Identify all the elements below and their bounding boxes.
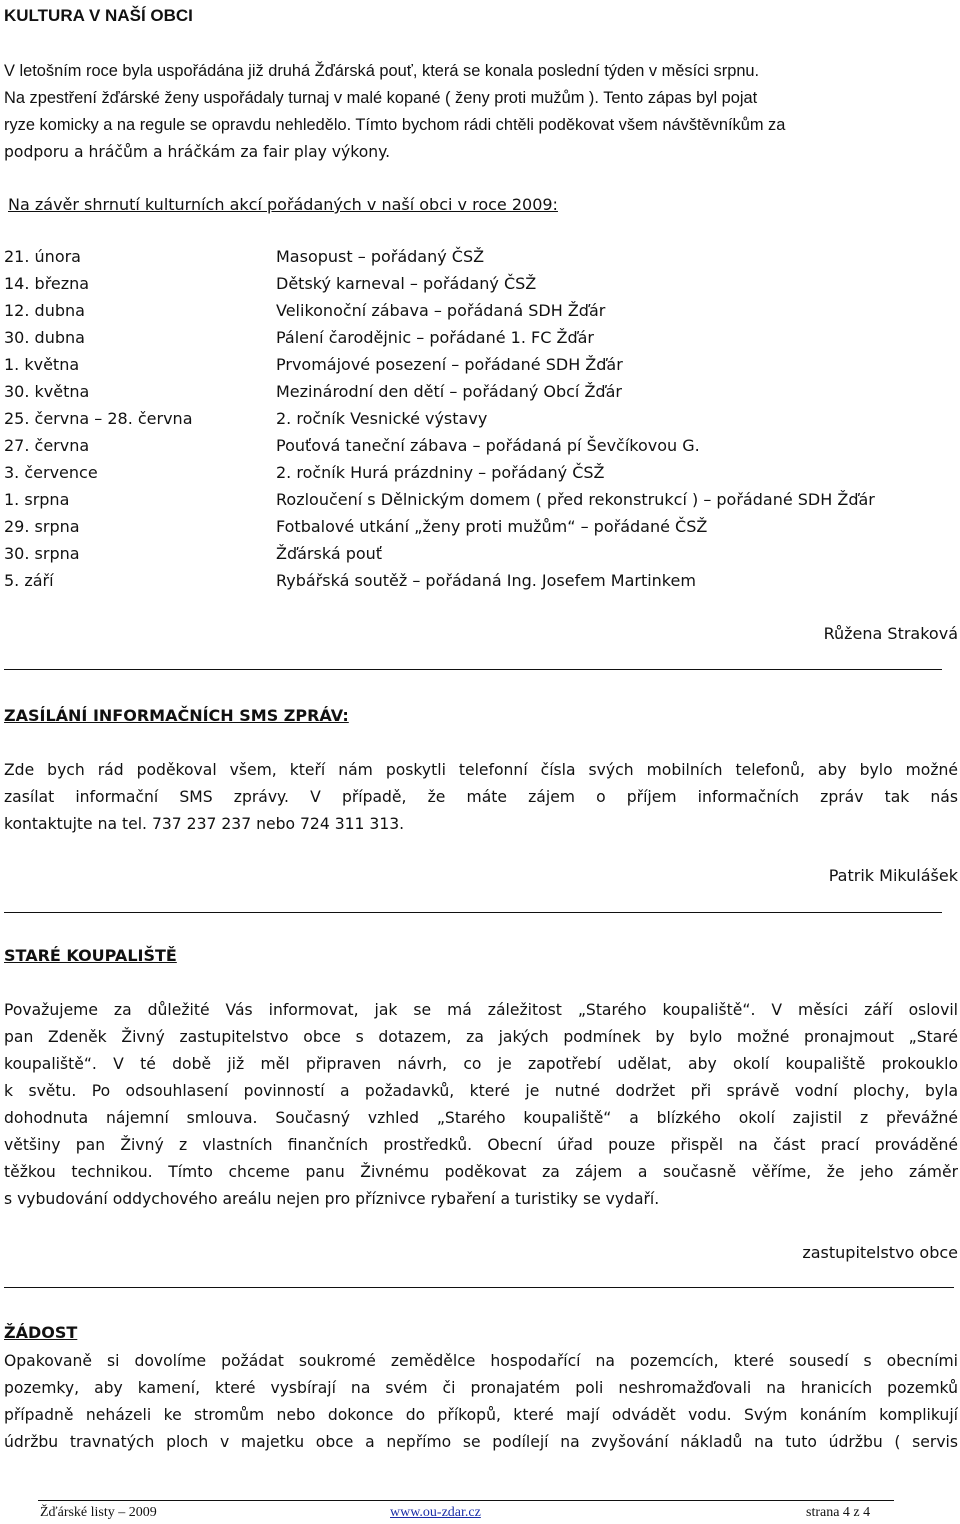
paragraph-line: pan Zdeněk Živný zastupitelstvo obce s dotazem, za jakých podmínek by bylo možné pronajmout „Staré <box>4 1028 958 1046</box>
event-date: 30. srpna <box>4 544 80 563</box>
section-title-kultura: KULTURA V NAŠÍ OBCI <box>4 6 193 25</box>
event-description: Masopust – pořádaný ČSŽ <box>276 247 485 266</box>
page-number: strana 4 z 4 <box>806 1505 871 1520</box>
list-item <box>4 567 954 594</box>
list-item <box>4 378 954 405</box>
event-date: 30. dubna <box>4 328 85 347</box>
event-date: 27. června <box>4 436 90 455</box>
section-title-zadost: ŽÁDOST <box>4 1323 78 1342</box>
event-date: 21. února <box>4 247 81 266</box>
event-date: 1. srpna <box>4 490 70 509</box>
event-date: 29. srpna <box>4 517 80 536</box>
signature-strakova: Růžena Straková <box>823 624 958 643</box>
kultura-paragraph <box>4 58 958 166</box>
event-description: 2. ročník Hurá prázdniny – pořádaný ČSŽ <box>276 463 605 482</box>
events-list <box>4 243 954 594</box>
paragraph-line: dohodnuta nájemní smlouva. Současný vzhled „Starého koupaliště“ a blízkého okolí zajistil z převážné <box>4 1109 958 1127</box>
event-description: Mezinárodní den dětí – pořádaný Obcí Žďár <box>276 382 622 401</box>
event-date: 5. září <box>4 571 54 590</box>
koupaliste-paragraph <box>4 997 958 1213</box>
paragraph-line: kontaktujte na tel. 737 237 237 nebo 724 311 313. <box>4 815 405 833</box>
paragraph-line: údržbu travnatých ploch v majetku obce a nepřímo se podílejí na zvyšování nákladů na tuto údržbu ( servis <box>4 1433 958 1451</box>
event-date: 30. května <box>4 382 90 401</box>
event-description: Dětský karneval – pořádaný ČSŽ <box>276 274 537 293</box>
list-item <box>4 459 954 486</box>
signature-zastupitelstvo: zastupitelstvo obce <box>802 1243 958 1262</box>
event-date: 14. března <box>4 274 90 293</box>
list-item <box>4 324 954 351</box>
list-item <box>4 540 954 567</box>
event-date: 25. června – 28. června <box>4 409 193 428</box>
website-link[interactable]: www.ou-zdar.cz <box>390 1505 481 1520</box>
section-title-koupaliste: STARÉ KOUPALIŠTĚ <box>4 946 177 965</box>
section-divider <box>4 669 942 670</box>
list-item <box>4 486 954 513</box>
event-description: Žďárská pouť <box>276 544 383 563</box>
paragraph-line: s vybudování oddychového areálu nejen pro příznivce rybaření a turistiky se vydaří. <box>4 1190 660 1208</box>
section-divider <box>4 912 942 913</box>
event-description: Rybářská soutěž – pořádaná Ing. Josefem Martinkem <box>276 571 696 590</box>
list-item <box>4 513 954 540</box>
event-description: 2. ročník Vesnické výstavy <box>276 409 488 428</box>
list-item <box>4 432 954 459</box>
footer-link-wrapper <box>390 1505 481 1521</box>
sms-paragraph <box>4 757 958 838</box>
list-item <box>4 351 954 378</box>
event-description: Velikonoční zábava – pořádaná SDH Žďár <box>276 301 606 320</box>
event-description: Rozloučení s Dělnickým domem ( před rekonstrukcí ) – pořádané SDH Žďár <box>276 490 875 509</box>
paragraph-line: většiny pan Živný z vlastních finančních prostředků. Obecní úřad pouze přispěl na část prací prováděné <box>4 1136 958 1154</box>
paragraph-line: Považujeme za důležité Vás informovat, jak se má záležitost „Starého koupaliště“. V měsíci září oslovil <box>4 1001 958 1019</box>
event-description: Fotbalové utkání „ženy proti mužům“ – pořádané ČSŽ <box>276 517 708 536</box>
paragraph-line: Zde bych rád poděkoval všem, kteří nám poskytli telefonní čísla svých mobilních telefonů, aby bylo možné <box>4 761 958 779</box>
paragraph-line: pozemky, aby kamení, které vysbírají na svém či pronajatém poli neshromažďovali na hranicích pozemků <box>4 1379 958 1397</box>
paragraph-line: případně neházeli ke stromům nebo dokonce do příkopů, které mají odvádět vodu. Svým konáním komplikují <box>4 1406 958 1424</box>
list-item <box>4 270 954 297</box>
event-description: Pouťová taneční zábava – pořádaná pí Ševčíkovou G. <box>276 436 700 455</box>
event-date: 1. května <box>4 355 80 374</box>
paragraph-line: koupaliště“. V té době již měl připraven návrh, co je zapotřebí udělat, aby okolí koupaliště prokouklo <box>4 1055 958 1073</box>
signature-mikulasek: Patrik Mikulášek <box>828 866 958 885</box>
list-item <box>4 297 954 324</box>
list-item <box>4 405 954 432</box>
section-divider <box>4 1287 954 1288</box>
footer-title: Žďárské listy – 2009 <box>40 1505 157 1520</box>
paragraph-line: V letošním roce byla uspořádána již druhá Žďárská pouť, která se konala poslední týden v měsíci srpnu. <box>4 62 760 80</box>
event-date: 12. dubna <box>4 301 85 320</box>
paragraph-line: těžkou technikou. Tímto chceme panu Živnému poděkovat za zájem a současně věříme, že jeho záměr <box>4 1163 958 1181</box>
event-date: 3. července <box>4 463 98 482</box>
paragraph-line: k světu. Po odsouhlasení povinností a požadavků, které je nutné dodržet při správě vodní plochy, byla <box>4 1082 958 1100</box>
section-title-sms: ZASÍLÁNÍ INFORMAČNÍCH SMS ZPRÁV: <box>4 706 349 725</box>
paragraph-line: podporu a hráčům a hráčkám za fair play výkony. <box>4 143 391 161</box>
paragraph-line: Opakovaně si dovolíme požádat soukromé zemědělce hospodařící na pozemcích, které sousedí s obecními <box>4 1352 958 1370</box>
paragraph-line: zasílat informační SMS zprávy. V případě, že máte zájem o příjem informačních zpráv tak nás <box>4 788 958 806</box>
events-subtitle: Na závěr shrnutí kulturních akcí pořádaných v naší obci v roce 2009: <box>8 195 558 214</box>
event-description: Prvomájové posezení – pořádané SDH Žďár <box>276 355 623 374</box>
zadost-paragraph <box>4 1348 958 1456</box>
event-description: Pálení čarodějnic – pořádané 1. FC Žďár <box>276 328 594 347</box>
list-item <box>4 243 954 270</box>
footer-rule <box>38 1500 894 1501</box>
paragraph-line: ryze komicky a na regule se opravdu nehledělo. Tímto bychom rádi chtěli poděkovat všem návštěvníkům za <box>4 116 786 134</box>
paragraph-line: Na zpestření žďárské ženy uspořádaly turnaj v malé kopané ( ženy proti mužům ). Tento zápas byl pojat <box>4 89 758 107</box>
